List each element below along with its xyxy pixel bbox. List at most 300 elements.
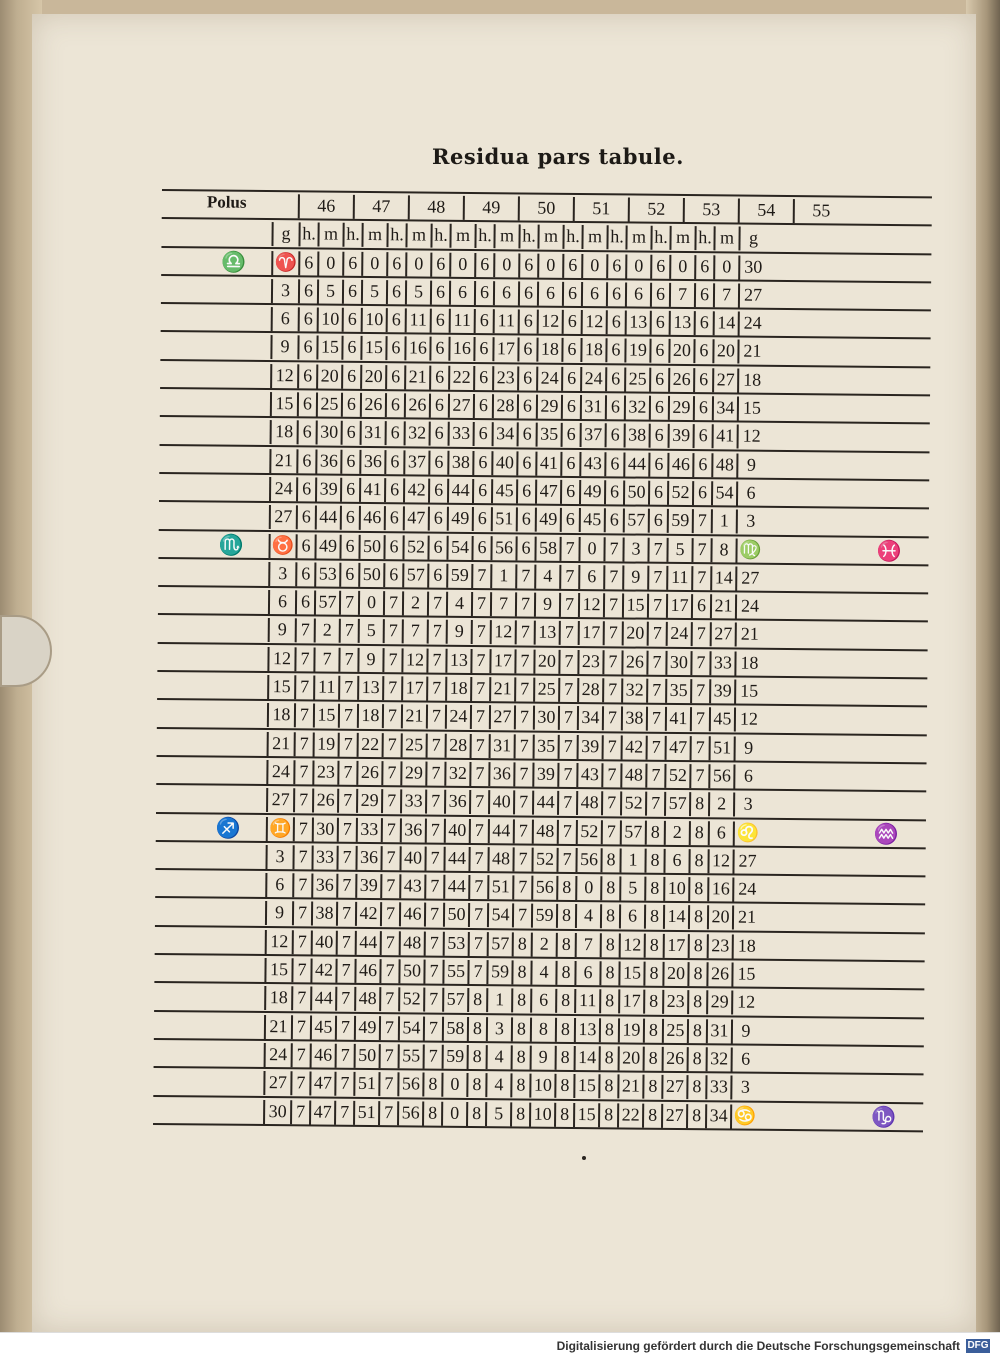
table-cell: 1 <box>486 988 511 1012</box>
table-cell: ♍ <box>735 538 763 562</box>
table-cell: 7 <box>468 932 487 956</box>
table-cell: 7 <box>647 622 666 646</box>
row-cells <box>266 817 866 847</box>
table-cell: 32 <box>444 762 469 786</box>
table-cell: 6 <box>663 849 688 873</box>
unit-cell: m <box>625 226 650 250</box>
table-cell: 38 <box>311 902 336 926</box>
table-cell: 12 <box>267 647 294 671</box>
unit-cell: m <box>537 225 562 249</box>
table-cell: 7 <box>645 764 664 788</box>
table-cell: 17 <box>663 934 688 958</box>
table-cell: 6 <box>384 450 403 474</box>
table-cell: 8 <box>422 1073 441 1097</box>
table-cell: 27 <box>661 1075 686 1099</box>
table-cell: 44 <box>355 931 380 955</box>
table-cell: 26 <box>356 761 381 785</box>
table-cell: 8 <box>643 1018 662 1042</box>
table-cell: 7 <box>334 1072 353 1096</box>
table-cell: 7 <box>471 620 490 644</box>
table-cell: 6 <box>295 590 314 614</box>
row-cells <box>269 505 869 535</box>
table-cell: 44 <box>447 479 472 503</box>
table-cell: 50 <box>358 563 383 587</box>
table-cell: 6 <box>693 424 712 448</box>
table-cell: 6 <box>733 764 761 788</box>
table-cell: 7 <box>602 650 621 674</box>
table-cell: 15 <box>270 392 297 416</box>
table-cell: 8 <box>599 1046 618 1070</box>
table-cell: 0 <box>441 1101 466 1125</box>
table-cell: 7 <box>470 649 489 673</box>
row-cells <box>270 392 870 422</box>
table-cell: 6 <box>386 280 405 304</box>
table-cell: 19 <box>624 339 649 363</box>
table-cell: 32 <box>404 422 429 446</box>
table-cell: 5 <box>358 619 383 643</box>
table-cell: 7 <box>380 903 399 927</box>
table-cell: 6 <box>341 365 360 389</box>
table-cell: 7 <box>514 706 533 730</box>
pole-value: 49 <box>463 196 518 221</box>
table-cell: 7 <box>339 619 358 643</box>
table-cell: 49 <box>354 1015 379 1039</box>
table-cell: 11 <box>666 566 691 590</box>
table-cell: 6 <box>562 253 581 277</box>
table-cell: 20 <box>618 1046 643 1070</box>
unit-cell: m <box>713 227 738 251</box>
table-cell: 8 <box>599 990 618 1014</box>
table-cell: 8 <box>598 1103 617 1127</box>
table-cell: 59 <box>667 509 692 533</box>
table-cell: 7 <box>379 987 398 1011</box>
table-cell: 44 <box>310 987 335 1011</box>
table-cell: 7 <box>336 930 355 954</box>
table-cell: 39 <box>709 679 734 703</box>
table-cell: 6 <box>649 339 668 363</box>
table-cell: 52 <box>402 535 427 559</box>
table-cell: 22 <box>357 733 382 757</box>
table-cell: 48 <box>532 819 557 843</box>
table-cell: 7 <box>470 705 489 729</box>
table-cell: 6 <box>385 365 404 389</box>
table-cell: 6 <box>385 337 404 361</box>
pole-value: 52 <box>628 197 683 222</box>
table-cell: 33 <box>311 845 336 869</box>
table-cell: 42 <box>403 478 428 502</box>
unit-cell: h. <box>650 226 669 250</box>
dfg-logo: DFG <box>967 1340 989 1351</box>
table-cell: 8 <box>554 1074 573 1098</box>
table-cell: 12 <box>265 930 292 954</box>
table-cell: 7 <box>692 509 711 533</box>
table-cell: 4 <box>534 564 559 588</box>
table-cell: 7 <box>335 1044 354 1068</box>
table-cell: 16 <box>404 337 429 361</box>
table-cell: 12 <box>578 593 603 617</box>
pole-value: 50 <box>518 196 573 221</box>
table-cell: 7 <box>295 619 314 643</box>
table-cell: 58 <box>534 536 559 560</box>
table-cell: 56 <box>397 1073 422 1097</box>
table-cell: 6 <box>574 961 599 985</box>
zodiac-sign-right: ♓ <box>876 540 902 563</box>
table-cell: 7 <box>689 764 708 788</box>
table-cell: 7 <box>337 817 356 841</box>
table-cell: 8 <box>511 1017 530 1041</box>
table-cell: 7 <box>514 649 533 673</box>
table-cell: 45 <box>709 708 734 732</box>
table-cell: 8 <box>643 990 662 1014</box>
table-cell: 45 <box>310 1015 335 1039</box>
table-cell: 8 <box>556 876 575 900</box>
table-cell: 2 <box>664 820 689 844</box>
table-cell: 43 <box>579 452 604 476</box>
table-cell: 6 <box>691 594 710 618</box>
table-cell: 20 <box>622 622 647 646</box>
table-cell: 6 <box>342 280 361 304</box>
table-cell: 6 <box>561 338 580 362</box>
table-cell: 7 <box>513 762 532 786</box>
table-cell: 7 <box>468 847 487 871</box>
table-cell: 37 <box>580 423 605 447</box>
table-cell: 36 <box>355 846 380 870</box>
table-cell: 4 <box>486 1045 511 1069</box>
table-cell: 6 <box>561 423 580 447</box>
table-cell: 8 <box>511 960 530 984</box>
table-cell: 6 <box>605 339 624 363</box>
table-cell: 2 <box>402 591 427 615</box>
table-cell: 11 <box>449 309 474 333</box>
table-cell: 8 <box>467 1017 486 1041</box>
table-cell: 46 <box>310 1043 335 1067</box>
table-cell: 44 <box>315 506 340 530</box>
table-cell: 6 <box>297 421 316 445</box>
table-cell: 6 <box>581 282 606 306</box>
table-cell: 7 <box>425 761 444 785</box>
table-cell: 41 <box>535 451 560 475</box>
table-cell: 49 <box>579 480 604 504</box>
table-cell: 13 <box>625 311 650 335</box>
table-cell: 21 <box>267 732 294 756</box>
table-cell: 6 <box>606 310 625 334</box>
table-cell: 9 <box>530 1045 555 1069</box>
unit-cell: g <box>738 227 766 251</box>
table-cell: 7 <box>647 537 666 561</box>
table-cell: 30 <box>665 651 690 675</box>
table-cell: 17 <box>492 338 517 362</box>
table-cell: 6 <box>342 308 361 332</box>
table-cell: 0 <box>441 1073 466 1097</box>
table-cell: 26 <box>662 1047 687 1071</box>
table-cell: 0 <box>713 255 738 279</box>
table-cell: 18 <box>737 368 765 392</box>
table-cell: 7 <box>427 592 446 616</box>
table-cell: 7 <box>471 592 490 616</box>
table-cell: 21 <box>489 677 514 701</box>
table-cell: 7 <box>427 620 446 644</box>
table-cell: 8 <box>600 876 619 900</box>
table-cell: 17 <box>489 649 514 673</box>
table-cell: 7 <box>338 732 357 756</box>
table-cell: 30 <box>533 706 558 730</box>
table-cell: 7 <box>602 735 621 759</box>
table-cell: 20 <box>533 649 558 673</box>
table-cell: 15 <box>360 336 385 360</box>
table-cell: 40 <box>399 846 424 870</box>
table-cell: 28 <box>492 394 517 418</box>
table-cell: 44 <box>443 847 468 871</box>
table-cell: 50 <box>354 1044 379 1068</box>
table-cell: 2 <box>314 619 339 643</box>
row-cells <box>271 307 871 337</box>
table-cell: 27 <box>712 368 737 392</box>
row-cells <box>270 336 870 366</box>
table-cell: 8 <box>556 904 575 928</box>
table-cell: 15 <box>618 961 643 985</box>
table-cell: 6 <box>271 307 298 331</box>
table-cell: ♋ <box>730 1104 758 1128</box>
table-cell: 8 <box>512 932 531 956</box>
table-cell: 46 <box>399 903 424 927</box>
table-cell: 45 <box>579 508 604 532</box>
table-cell: 40 <box>444 818 469 842</box>
table-cell: 25 <box>316 393 341 417</box>
table-cell: 7 <box>690 651 709 675</box>
table-cell: 19 <box>618 1018 643 1042</box>
table-cell: 7 <box>293 789 312 813</box>
table-cell: 8 <box>600 905 619 929</box>
table-cell: 7 <box>313 647 338 671</box>
table-cell: 54 <box>711 481 736 505</box>
table-cell: 7 <box>338 676 357 700</box>
table-cell: 8 <box>599 961 618 985</box>
unit-cell: h. <box>430 224 449 248</box>
table-cell: 32 <box>621 678 646 702</box>
table-cell: 7 <box>669 283 694 307</box>
table-cell: 25 <box>533 678 558 702</box>
table-cell: 7 <box>381 761 400 785</box>
table-cell: 8 <box>644 848 663 872</box>
row-cells <box>265 901 865 931</box>
table-cell: 7 <box>382 733 401 757</box>
table-cell: 30 <box>312 817 337 841</box>
table-cell: 43 <box>576 763 601 787</box>
table-cell: 10 <box>361 308 386 332</box>
table-cell: 45 <box>491 479 516 503</box>
table-cell: 7 <box>468 903 487 927</box>
table-cell: 34 <box>492 423 517 447</box>
table-cell: 8 <box>687 1019 706 1043</box>
table-cell: 6 <box>474 309 493 333</box>
table-cell: 6 <box>298 251 317 275</box>
table-cell: 8 <box>467 1045 486 1069</box>
table-cell: 8 <box>555 1046 574 1070</box>
table-cell: 7 <box>602 707 621 731</box>
table-cell: 8 <box>689 792 708 816</box>
table-cell: 8 <box>600 848 619 872</box>
table-cell: 26 <box>706 962 731 986</box>
table-cell: 6 <box>427 563 446 587</box>
table-cell: 6 <box>340 449 359 473</box>
table-cell: 20 <box>360 365 385 389</box>
table-cell: 35 <box>536 423 561 447</box>
table-cell: 54 <box>487 904 512 928</box>
table-cell: ♈ <box>271 251 298 275</box>
table-cell: 6 <box>517 366 536 390</box>
table-cell: 6 <box>341 421 360 445</box>
table-cell: 7 <box>337 789 356 813</box>
table-cell: 8 <box>555 989 574 1013</box>
table-cell: 6 <box>429 337 448 361</box>
unit-cell: m <box>669 226 694 250</box>
table-cell: 32 <box>624 396 649 420</box>
table-cell: 20 <box>707 906 732 930</box>
table-cell: 23 <box>312 760 337 784</box>
table-cell: 6 <box>560 508 579 532</box>
row-cells <box>267 732 867 762</box>
table-cell: 6 <box>428 450 447 474</box>
table-cell: 52 <box>531 847 556 871</box>
table-cell: 39 <box>315 477 340 501</box>
table-cell: 7 <box>291 987 310 1011</box>
table-cell: 6 <box>604 452 623 476</box>
table-cell: 6 <box>530 989 555 1013</box>
table-cell: 12 <box>731 991 759 1015</box>
table-cell: 31 <box>489 734 514 758</box>
table-cell: 6 <box>562 282 581 306</box>
table-cell: 7 <box>515 593 534 617</box>
table-cell: 39 <box>355 874 380 898</box>
table-cell: 31 <box>580 395 605 419</box>
table-cell: 6 <box>297 336 316 360</box>
table-cell: 7 <box>647 566 666 590</box>
table-cell: 13 <box>357 676 382 700</box>
table-cell: 7 <box>514 677 533 701</box>
table-cell: 7 <box>557 763 576 787</box>
table-cell: 7 <box>381 818 400 842</box>
table-cell: 20 <box>316 364 341 388</box>
table-cell: 8 <box>686 1104 705 1128</box>
table-cell: 15 <box>734 680 762 704</box>
unit-cell: h. <box>518 225 537 249</box>
table-cell: 24 <box>580 367 605 391</box>
table-cell: 49 <box>314 534 339 558</box>
table-cell: 52 <box>667 481 692 505</box>
table-cell: 12 <box>537 310 562 334</box>
table-cell: 8 <box>642 1075 661 1099</box>
table-cell: 33 <box>356 817 381 841</box>
row-cells <box>268 590 868 620</box>
table-cell: 0 <box>405 252 430 276</box>
table-cell: 27 <box>263 1071 290 1095</box>
table-cell: 6 <box>472 507 491 531</box>
table-cell: 44 <box>443 875 468 899</box>
table-cell: 29 <box>356 789 381 813</box>
table-cell: 7 <box>690 736 709 760</box>
table-cell: 33 <box>705 1075 730 1099</box>
table-cell: 18 <box>267 703 294 727</box>
pole-value: 47 <box>353 195 408 220</box>
table-cell: 46 <box>354 959 379 983</box>
table-cell: 6 <box>472 479 491 503</box>
table-cell: ♊ <box>266 817 293 841</box>
table-cell: 7 <box>646 679 665 703</box>
table-cell: 6 <box>474 253 493 277</box>
table-cell: 8 <box>599 1018 618 1042</box>
table-cell: 21 <box>264 1015 291 1039</box>
table-cell: 7 <box>512 904 531 928</box>
table-cell: 23 <box>662 990 687 1014</box>
table-cell: 6 <box>562 310 581 334</box>
table-cell: 49 <box>447 507 472 531</box>
table-cell: 7 <box>380 874 399 898</box>
table-cell: 8 <box>643 1047 662 1071</box>
table-cell: 39 <box>532 763 557 787</box>
pole-value: 46 <box>298 194 353 219</box>
table-cell: 18 <box>357 704 382 728</box>
table-cell: 8 <box>511 989 530 1013</box>
table-cell: 7 <box>383 591 402 615</box>
table-cell: 1 <box>619 848 644 872</box>
table-cell: 7 <box>512 847 531 871</box>
table-cell: 1 <box>711 510 736 534</box>
table-cell: 47 <box>309 1100 334 1124</box>
table-cell: 7 <box>647 594 666 618</box>
table-cell: 7 <box>425 790 444 814</box>
table-cell: 27 <box>269 505 296 529</box>
table-cell: 7 <box>294 675 313 699</box>
table-cell: 24 <box>269 477 296 501</box>
table-cell: 8 <box>643 962 662 986</box>
zodiac-sign-right: ♒ <box>873 823 899 846</box>
polus-label: Polus <box>206 192 247 212</box>
table-cell: 9 <box>534 593 559 617</box>
table-cell: 6 <box>518 310 537 334</box>
table-cell: 6 <box>340 478 359 502</box>
table-cell: 16 <box>448 337 473 361</box>
table-cell: 6 <box>383 535 402 559</box>
table-cell: 13 <box>574 1018 599 1042</box>
table-cell: 28 <box>445 733 470 757</box>
table-cell: 7 <box>293 760 312 784</box>
table-cell: 7 <box>335 1015 354 1039</box>
table-cell: 41 <box>712 425 737 449</box>
table-cell: 7 <box>402 620 427 644</box>
table-cell: 39 <box>668 424 693 448</box>
table-cell: 6 <box>296 477 315 501</box>
table-cell: 7 <box>601 763 620 787</box>
table-cell: 7 <box>602 678 621 702</box>
table-cell: 30 <box>263 1100 290 1124</box>
table-cell: 5 <box>485 1102 510 1126</box>
table-cell: 7 <box>603 622 622 646</box>
table-cell: 48 <box>576 791 601 815</box>
table-cell: 6 <box>606 282 625 306</box>
table-cell: 50 <box>443 903 468 927</box>
table-cell: 7 <box>294 647 313 671</box>
table-cell: 3 <box>486 1017 511 1041</box>
table-cell: 6 <box>625 282 650 306</box>
table-cell: 8 <box>688 877 707 901</box>
table-cell: 36 <box>315 449 340 473</box>
table-cell: 33 <box>448 422 473 446</box>
table-cell: 32 <box>706 1047 731 1071</box>
table-cell: 8 <box>687 962 706 986</box>
page-title: Residua pars tabule. <box>432 144 684 169</box>
table-cell: 5 <box>361 280 386 304</box>
table-cell: 6 <box>473 394 492 418</box>
